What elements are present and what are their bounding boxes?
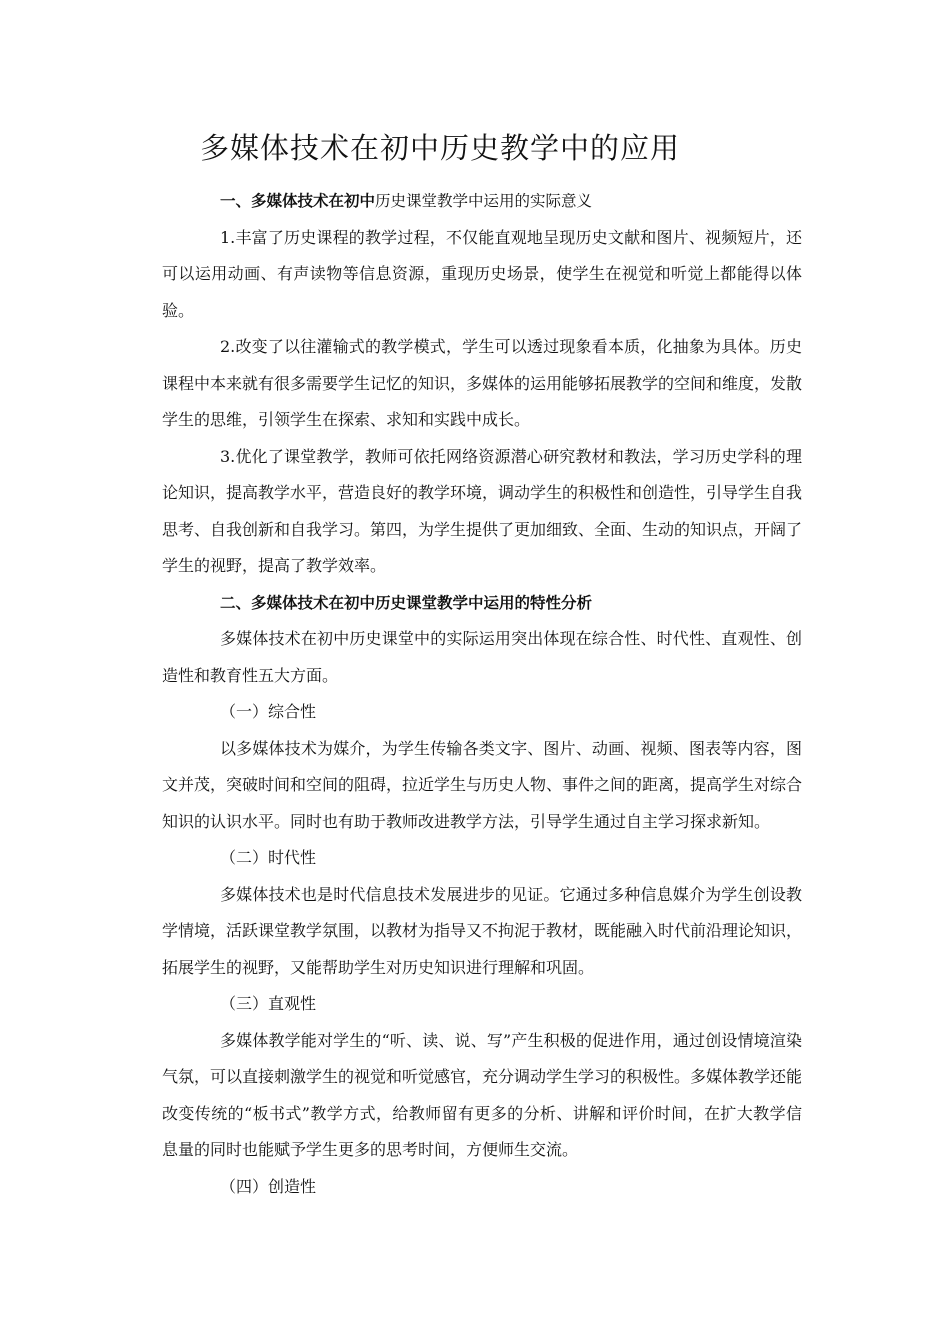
section2-intro: 多媒体技术在初中历史课堂中的实际运用突出体现在综合性、时代性、直观性、创造性和教育性五大方面。 (162, 629, 802, 685)
document-title: 多媒体技术在初中历史教学中的应用 (200, 131, 681, 165)
subsection-2-title: （二）时代性 (220, 848, 317, 867)
section1-heading-rest: 历史课堂教学中运用的实际意义 (375, 192, 593, 210)
subsection-3-text: 多媒体教学能对学生的“听、读、说、写”产生积极的促进作用，通过创设情境渲染气氛，可以直接刺激学生的视觉和听觉感官，充分调动学生学习的积极性。多媒体教学还能改变传统的“板书式”教学方式，给教师留有更多的分析、讲解和评价时间，在扩大教学信息量的同时也能赋予学生更多的思考时间，方便师生交流。 (162, 1030, 803, 1159)
subsection-4-title: （四）创造性 (220, 1176, 317, 1196)
subsection-2-text: 多媒体技术也是时代信息技术发展进步的见证。它通过多种信息媒介为学生创设教学情境，活跃课堂教学氛围，以教材为指导又不拘泥于教材，既能融入时代前沿理论知识，拓展学生的视野，又能帮助学生对历史知识进行理解和巩固。 (162, 884, 803, 977)
section2-heading: 二、多媒体技术在初中历史课堂教学中运用的特性分析 (220, 593, 593, 612)
section1-paragraph-3: 3.优化了课堂教学，教师可依托网络资源潜心研究教材和教法，学习历史学科的理论知识，提高教学水平，营造良好的教学环境，调动学生的积极性和创造性，引导学生自我思考、自我创新和自我学习。第四，为学生提供了更加细致、全面、生动的知识点，开阔了学生的视野，提高了教学效率。 (162, 446, 803, 575)
subsection-1-text: 以多媒体技术为媒介，为学生传输各类文字、图片、动画、视频、图表等内容，图文并茂，突破时间和空间的阻碍，拉近学生与历史人物、事件之间的距离，提高学生对综合知识的认识水平。同时也有助于教师改进教学方法，引导学生通过自主学习探求新知。 (162, 738, 803, 831)
section1-heading-bold: 一、多媒体技术在初中 (220, 192, 376, 210)
document-body (162, 183, 802, 1205)
subsection-3-title: （三）直观性 (220, 994, 317, 1013)
section1-heading (162, 183, 802, 220)
section1-paragraph-1: 1.丰富了历史课程的教学过程，不仅能直观地呈现历史文献和图片、视频短片，还可以运用动画、有声读物等信息资源，重现历史场景，使学生在视觉和听觉上都能得以体验。 (162, 227, 802, 320)
subsection-1-title: （一）综合性 (220, 702, 317, 721)
section1-paragraph-2: 2.改变了以往灌输式的教学模式，学生可以透过现象看本质，化抽象为具体。历史课程中本来就有很多需要学生记忆的知识，多媒体的运用能够拓展教学的空间和维度，发散学生的思维，引领学生在探索、求知和实践中成长。 (162, 337, 803, 429)
